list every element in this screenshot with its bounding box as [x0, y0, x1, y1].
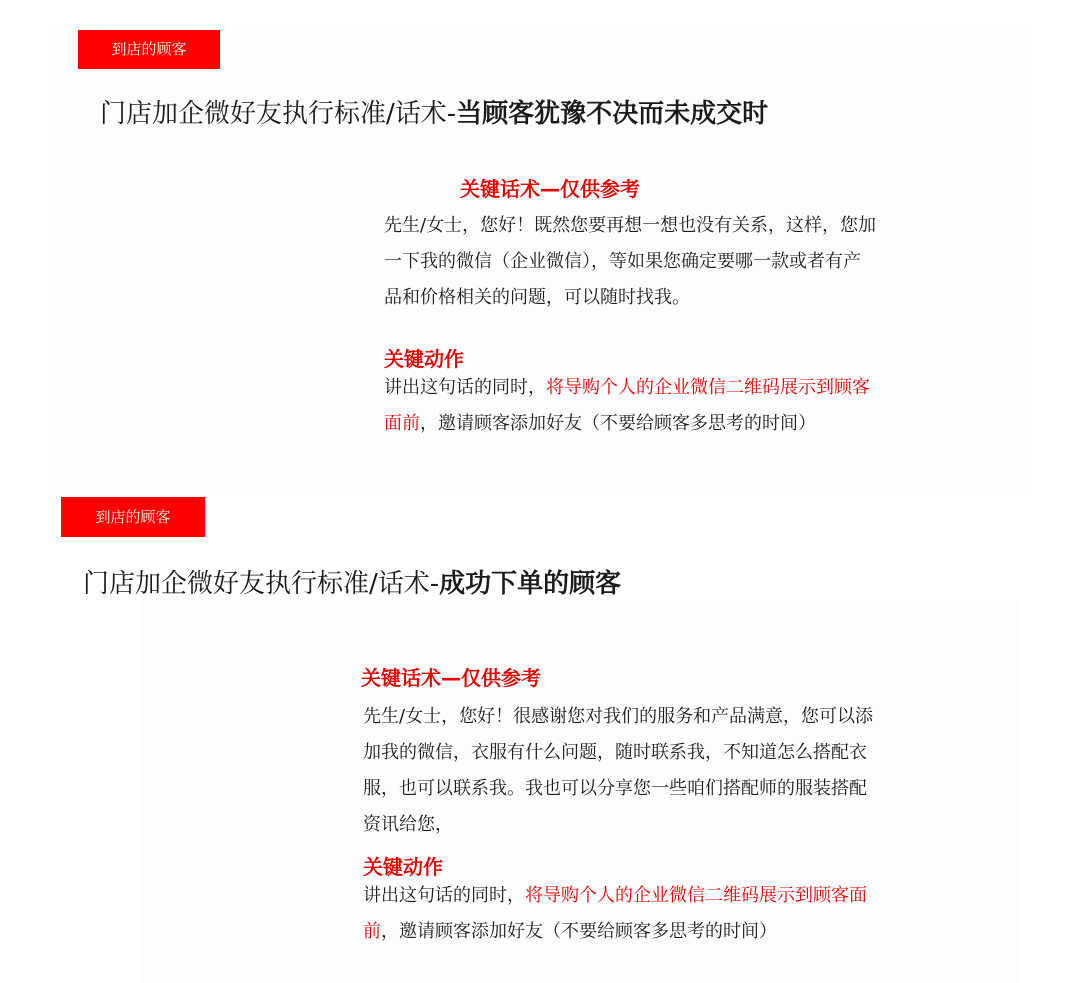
- section-2-script: [363, 699, 973, 843]
- section-2-action-line: [363, 914, 983, 950]
- section-2-script-line: 资讯给您，: [363, 814, 453, 835]
- section-1-tag: 到店的顾客: [78, 30, 220, 69]
- action-red-text: 将导购个人的企业微信二维码展示到顾客: [546, 377, 870, 398]
- action-red-text: 将导购个人的企业微信二维码展示到顾客面: [525, 885, 867, 906]
- section-2-script-heading: 关键话术—仅供参考: [361, 666, 541, 690]
- action-plain-text: 讲出这句话的同时，: [363, 885, 525, 906]
- section-1-title: [100, 93, 768, 130]
- section-1-action: [384, 370, 984, 442]
- section-1-script-heading: 关键话术—仅供参考: [460, 177, 640, 201]
- action-red-text: 前: [363, 921, 381, 942]
- action-plain-text: 讲出这句话的同时，: [384, 377, 546, 398]
- action-red-text: 面前: [384, 413, 420, 434]
- action-plain-text: ，邀请顾客添加好友（不要给顾客多思考的时间）: [420, 413, 816, 434]
- section-1-action-line: [384, 406, 984, 442]
- section-2-title-bold: 成功下单的顾客: [439, 569, 622, 599]
- section-2-title-prefix: 门店加企微好友执行标准/话术-: [83, 569, 440, 599]
- section-1-script-line: 品和价格相关的问题，可以随时找我。: [384, 287, 690, 308]
- section-1-action-line: [384, 370, 984, 406]
- section-1-script: [384, 208, 964, 316]
- section-2-action-heading: 关键动作: [363, 855, 443, 879]
- section-1-script-line: 一下我的微信（企业微信），等如果您确定要哪一款或者有产: [384, 251, 861, 272]
- section-1-action-heading: 关键动作: [384, 347, 464, 371]
- section-2-title: [83, 563, 621, 600]
- section-1-title-prefix: 门店加企微好友执行标准/话术-: [100, 99, 457, 129]
- section-2-tag: 到店的顾客: [61, 497, 205, 537]
- section-2-action: [363, 878, 983, 950]
- action-plain-text: ，邀请顾客添加好友（不要给顾客多思考的时间）: [381, 921, 777, 942]
- section-2-action-line: [363, 878, 983, 914]
- section-2-script-line: 加我的微信，衣服有什么问题，随时联系我，不知道怎么搭配衣: [363, 742, 867, 763]
- section-1-title-bold: 当顾客犹豫不决而未成交时: [456, 99, 769, 129]
- section-1-script-line: 先生/女士，您好！既然您要再想一想也没有关系，这样，您加: [384, 215, 877, 236]
- section-2-script-line: 服，也可以联系我。我也可以分享您一些咱们搭配师的服装搭配: [363, 778, 867, 799]
- section-2-script-line: 先生/女士，您好！很感谢您对我们的服务和产品满意，您可以添: [363, 706, 874, 727]
